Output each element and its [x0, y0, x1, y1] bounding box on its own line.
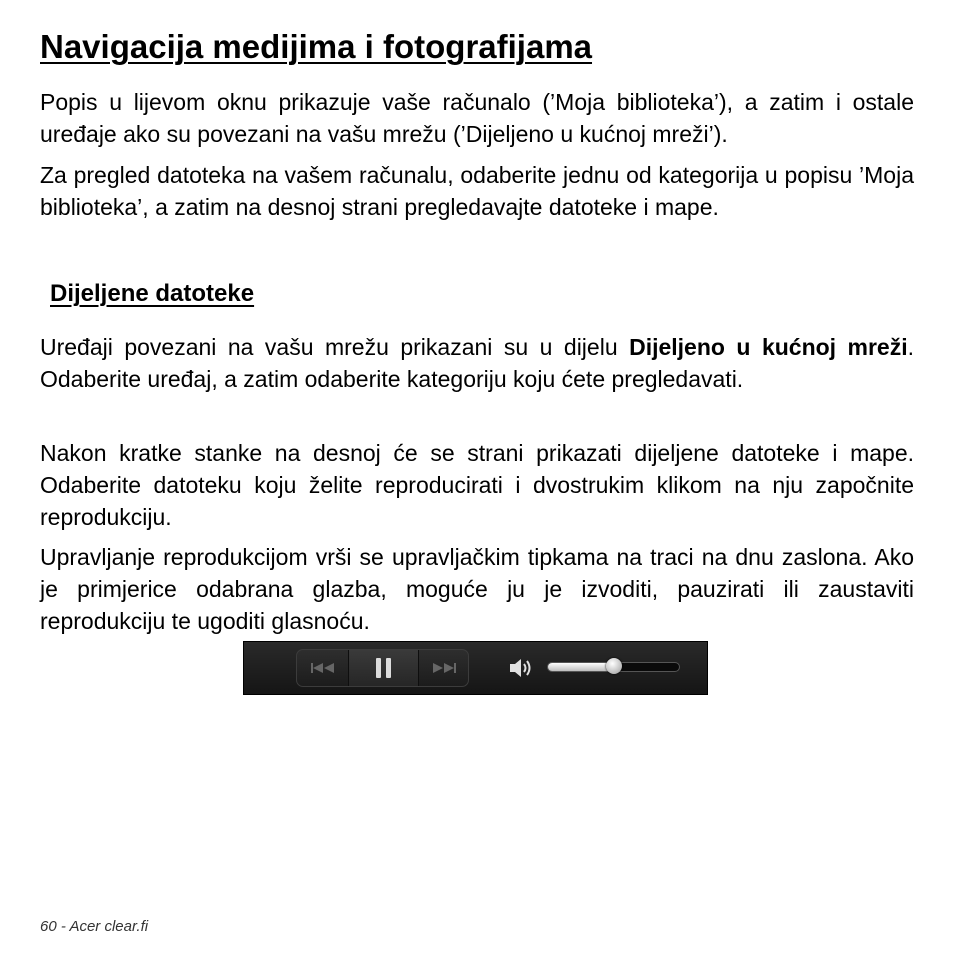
shared-files-paragraph-1: [40, 331, 914, 395]
pause-button[interactable]: [349, 650, 419, 686]
playback-control-bar: [243, 641, 708, 695]
section-heading: Dijeljene datoteke: [50, 280, 255, 307]
paragraph-text: Uređaji povezani na vašu mrežu prikazani su u dijelu: [40, 334, 630, 360]
intro-paragraph-1: Popis u lijevom oknu prikazuje vaše računalo (’Moja biblioteka’), a zatim i ostale uređaje ako su povezani na vašu mrežu (’Dijeljeno u kućnoj mreži’).: [40, 89, 914, 147]
playback-button-group: [296, 649, 469, 687]
shared-files-paragraph-3: Upravljanje reprodukcijom vrši se upravljačkim tipkama na traci na dnu zaslona. Ako je primjerice odabrana glazba, moguće ju je izvoditi, pauzirati ili zaustaviti reprodukciju te ugoditi glasnoću.: [40, 544, 914, 634]
page-title: Navigacija medijima i fotografijama: [40, 28, 593, 65]
previous-button[interactable]: [297, 650, 349, 686]
shared-files-paragraph-2: Nakon kratke stanke na desnoj će se strani prikazati dijeljene datoteke i mape. Odaberite datoteku koju želite reproducirati i dvostrukim klikom na nju započnite reprodukciju.: [40, 440, 914, 530]
previous-icon: [310, 662, 336, 674]
volume-slider-fill: [548, 663, 614, 671]
next-icon: [431, 662, 457, 674]
paragraph-text: . Odaberite uređaj, a zatim odaberite kategoriju koju ćete pregledavati.: [40, 334, 915, 392]
speaker-icon[interactable]: [508, 657, 534, 684]
page-footer: 60 - Acer clear.fi: [40, 918, 149, 935]
volume-slider[interactable]: [547, 662, 680, 672]
volume-slider-thumb[interactable]: [606, 658, 622, 674]
pause-icon: [375, 657, 393, 679]
next-button[interactable]: [419, 650, 468, 686]
intro-paragraph-2: Za pregled datoteka na vašem računalu, odaberite jednu od kategorija u popisu ’Moja biblioteka’, a zatim na desnoj strani pregledavajte datoteke i mape.: [40, 162, 914, 220]
paragraph-bold-text: Dijeljeno u kućnoj mreži: [629, 334, 908, 360]
